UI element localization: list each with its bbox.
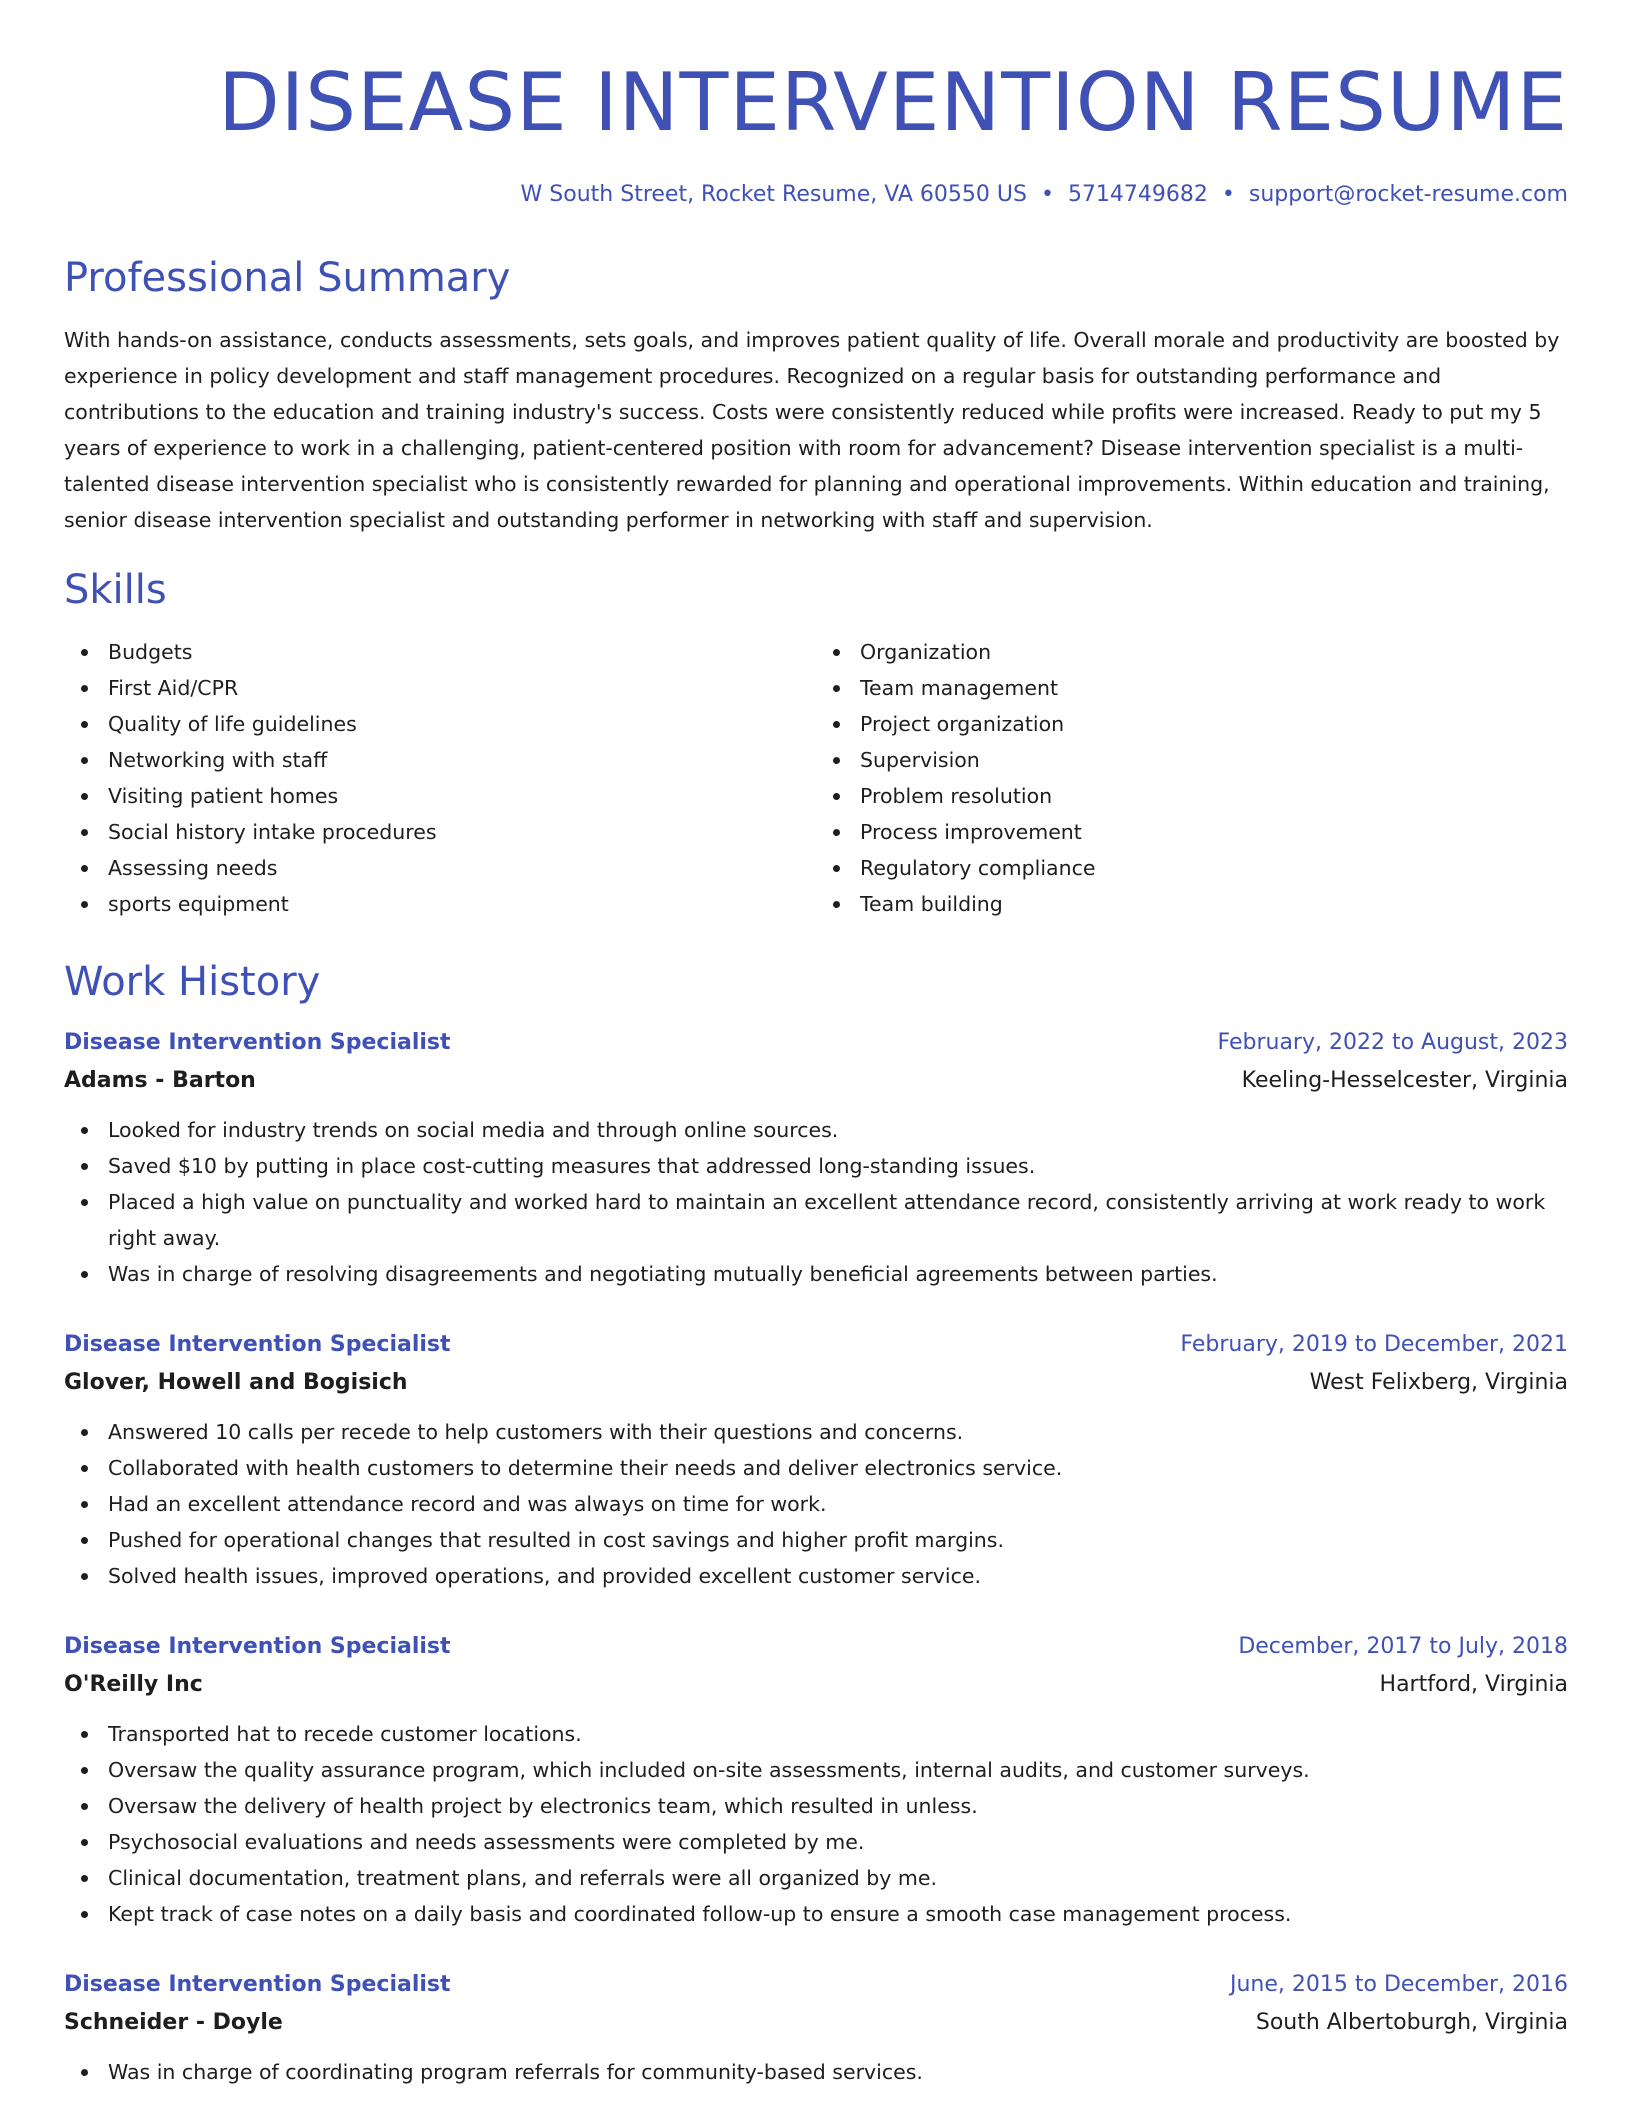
job-bullet: Was in charge of coordinating program referrals for community-based services. bbox=[108, 2054, 1568, 2090]
section-heading-summary: Professional Summary bbox=[64, 255, 511, 301]
job-bullet: Saved $10 by putting in place cost-cutting measures that addressed long-standing issues. bbox=[108, 1148, 1568, 1184]
skills-list-left bbox=[64, 634, 816, 922]
job-bullet: Transported hat to recede customer locations. bbox=[108, 1716, 1568, 1752]
job-dates: June, 2015 to December, 2016 bbox=[1229, 1972, 1568, 1997]
skill-item: First Aid/CPR bbox=[108, 670, 816, 706]
job-entry bbox=[64, 1966, 1568, 2090]
contact-line bbox=[64, 180, 1568, 210]
job-bullet: Psychosocial evaluations and needs assessments were completed by me. bbox=[108, 1824, 1568, 1860]
skill-item: Networking with staff bbox=[108, 742, 816, 778]
job-bullet-list bbox=[64, 1716, 1568, 1932]
job-bullet: Pushed for operational changes that resulted in cost savings and higher profit margins. bbox=[108, 1522, 1568, 1558]
job-bullet: Answered 10 calls per recede to help customers with their questions and concerns. bbox=[108, 1414, 1568, 1450]
job-bullet: Had an excellent attendance record and was always on time for work. bbox=[108, 1486, 1568, 1522]
job-bullet: Kept track of case notes on a daily basis and coordinated follow-up to ensure a smooth case management process. bbox=[108, 1896, 1568, 1932]
skill-item: Team building bbox=[860, 886, 1568, 922]
job-bullet-list bbox=[64, 1112, 1568, 1292]
job-title-row bbox=[64, 1326, 1568, 1364]
contact-address: W South Street, Rocket Resume, VA 60550 US bbox=[520, 182, 1027, 207]
skill-item: Team management bbox=[860, 670, 1568, 706]
job-dates: February, 2019 to December, 2021 bbox=[1180, 1332, 1568, 1357]
job-company-row bbox=[64, 1666, 1568, 1704]
job-bullet: Collaborated with health customers to determine their needs and deliver electronics service. bbox=[108, 1450, 1568, 1486]
skill-item: Process improvement bbox=[860, 814, 1568, 850]
job-company: Glover, Howell and Bogisich bbox=[64, 1370, 408, 1395]
skill-item: Quality of life guidelines bbox=[108, 706, 816, 742]
job-dates: December, 2017 to July, 2018 bbox=[1238, 1634, 1568, 1659]
job-entry bbox=[64, 1024, 1568, 1292]
job-bullet: Looked for industry trends on social media and through online sources. bbox=[108, 1112, 1568, 1148]
job-location: Hartford, Virginia bbox=[1379, 1672, 1568, 1697]
contact-phone: 5714749682 bbox=[1067, 182, 1208, 207]
job-title: Disease Intervention Specialist bbox=[64, 1972, 451, 1997]
job-title-row bbox=[64, 1966, 1568, 2004]
job-dates: February, 2022 to August, 2023 bbox=[1217, 1030, 1568, 1055]
skills-grid bbox=[64, 634, 1568, 922]
job-bullet: Was in charge of resolving disagreements and negotiating mutually beneficial agreements between parties. bbox=[108, 1256, 1568, 1292]
skill-item: Regulatory compliance bbox=[860, 850, 1568, 886]
skill-item: Social history intake procedures bbox=[108, 814, 816, 850]
skill-item: Problem resolution bbox=[860, 778, 1568, 814]
job-list bbox=[64, 1024, 1568, 2090]
skill-item: Supervision bbox=[860, 742, 1568, 778]
job-company: Adams - Barton bbox=[64, 1068, 256, 1093]
skill-item: Budgets bbox=[108, 634, 816, 670]
skill-item: Project organization bbox=[860, 706, 1568, 742]
job-company-row bbox=[64, 1062, 1568, 1100]
job-bullet: Placed a high value on punctuality and worked hard to maintain an excellent attendance record, consistently arriving at work ready to work right away. bbox=[108, 1184, 1568, 1256]
job-title-row bbox=[64, 1628, 1568, 1666]
job-title: Disease Intervention Specialist bbox=[64, 1634, 451, 1659]
skill-item: Assessing needs bbox=[108, 850, 816, 886]
job-company-row bbox=[64, 1364, 1568, 1402]
skill-item: Organization bbox=[860, 634, 1568, 670]
job-bullet: Oversaw the quality assurance program, which included on-site assessments, internal audits, and customer surveys. bbox=[108, 1752, 1568, 1788]
job-title: Disease Intervention Specialist bbox=[64, 1030, 451, 1055]
skills-section bbox=[64, 562, 1568, 922]
skill-item: Visiting patient homes bbox=[108, 778, 816, 814]
section-heading-work-history: Work History bbox=[64, 959, 321, 1005]
job-bullet-list bbox=[64, 2054, 1568, 2090]
section-heading-skills: Skills bbox=[64, 567, 167, 613]
contact-separator: • bbox=[1221, 182, 1235, 207]
resume-header bbox=[64, 48, 1568, 210]
job-location: West Felixberg, Virginia bbox=[1309, 1370, 1568, 1395]
skills-list-right bbox=[816, 634, 1568, 922]
job-entry bbox=[64, 1326, 1568, 1594]
job-bullet: Clinical documentation, treatment plans, and referrals were all organized by me. bbox=[108, 1860, 1568, 1896]
contact-separator: • bbox=[1040, 182, 1054, 207]
skill-item: sports equipment bbox=[108, 886, 816, 922]
job-company: O'Reilly Inc bbox=[64, 1672, 203, 1697]
job-title: Disease Intervention Specialist bbox=[64, 1332, 451, 1357]
professional-summary-section bbox=[64, 250, 1568, 538]
job-entry bbox=[64, 1628, 1568, 1932]
summary-text: With hands-on assistance, conducts assessments, sets goals, and improves patient quality of life. Overall morale and productivity are boosted by experience in policy development and staff management procedures. Recognized on a regular basis for outstanding performance and contributions to the education and training industry's success. Costs were consistently reduced while profits were increased. Ready to put my 5 years of experience to work in a challenging, patient-centered position with room for advancement? Disease intervention specialist is a multi-talented disease intervention specialist who is consistently rewarded for planning and operational improvements. Within education and training, senior disease intervention specialist and outstanding performer in networking with staff and supervision. bbox=[64, 328, 1560, 532]
contact-email: support@rocket-resume.com bbox=[1248, 182, 1568, 207]
job-title-row bbox=[64, 1024, 1568, 1062]
job-location: South Albertoburgh, Virginia bbox=[1255, 2010, 1568, 2035]
job-company: Schneider - Doyle bbox=[64, 2010, 283, 2035]
job-company-row bbox=[64, 2004, 1568, 2042]
job-bullet: Solved health issues, improved operations, and provided excellent customer service. bbox=[108, 1558, 1568, 1594]
job-bullet-list bbox=[64, 1414, 1568, 1594]
job-bullet: Oversaw the delivery of health project by electronics team, which resulted in unless. bbox=[108, 1788, 1568, 1824]
work-history-section bbox=[64, 954, 1568, 2090]
resume-title: DISEASE INTERVENTION RESUME bbox=[218, 56, 1568, 149]
job-location: Keeling-Hesselcester, Virginia bbox=[1241, 1068, 1568, 1093]
